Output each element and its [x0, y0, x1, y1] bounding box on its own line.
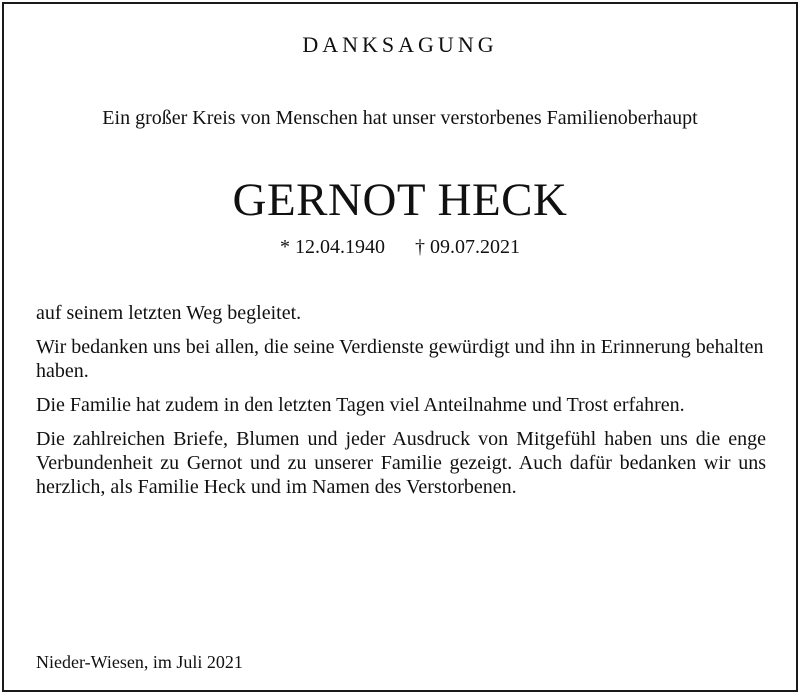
birth-date: * 12.04.1940 — [280, 236, 385, 258]
obituary-notice — [2, 2, 798, 692]
notice-heading: DANKSAGUNG — [302, 32, 498, 57]
body-text — [36, 301, 766, 509]
life-dates — [4, 233, 796, 261]
intro-text: Ein großer Kreis von Menschen hat unser verstorbenes Familienoberhaupt — [102, 107, 698, 129]
paragraph-1: auf seinem letzten Weg begleitet. — [36, 302, 302, 324]
paragraph-3: Die Familie hat zudem in den letzten Tagen viel Anteilnahme und Trost erfahren. — [36, 394, 685, 416]
paragraph-2: Wir bedanken uns bei allen, die seine Verdienste gewürdigt und ihn in Erinnerung behalten haben. — [36, 336, 764, 382]
place-date-line: Nieder-Wiesen, im Juli 2021 — [36, 652, 243, 672]
death-date: † 09.07.2021 — [415, 236, 520, 258]
paragraph-4: Die zahlreichen Briefe, Blumen und jeder Ausdruck von Mitgefühl haben uns die enge Verbundenheit zu Gernot und zu unserer Familie gezeigt. Auch dafür bedanken wir uns herzlich, als Familie Heck und im Namen des Verstorbenen. — [36, 428, 766, 498]
deceased-name: GERNOT HECK — [232, 174, 568, 226]
